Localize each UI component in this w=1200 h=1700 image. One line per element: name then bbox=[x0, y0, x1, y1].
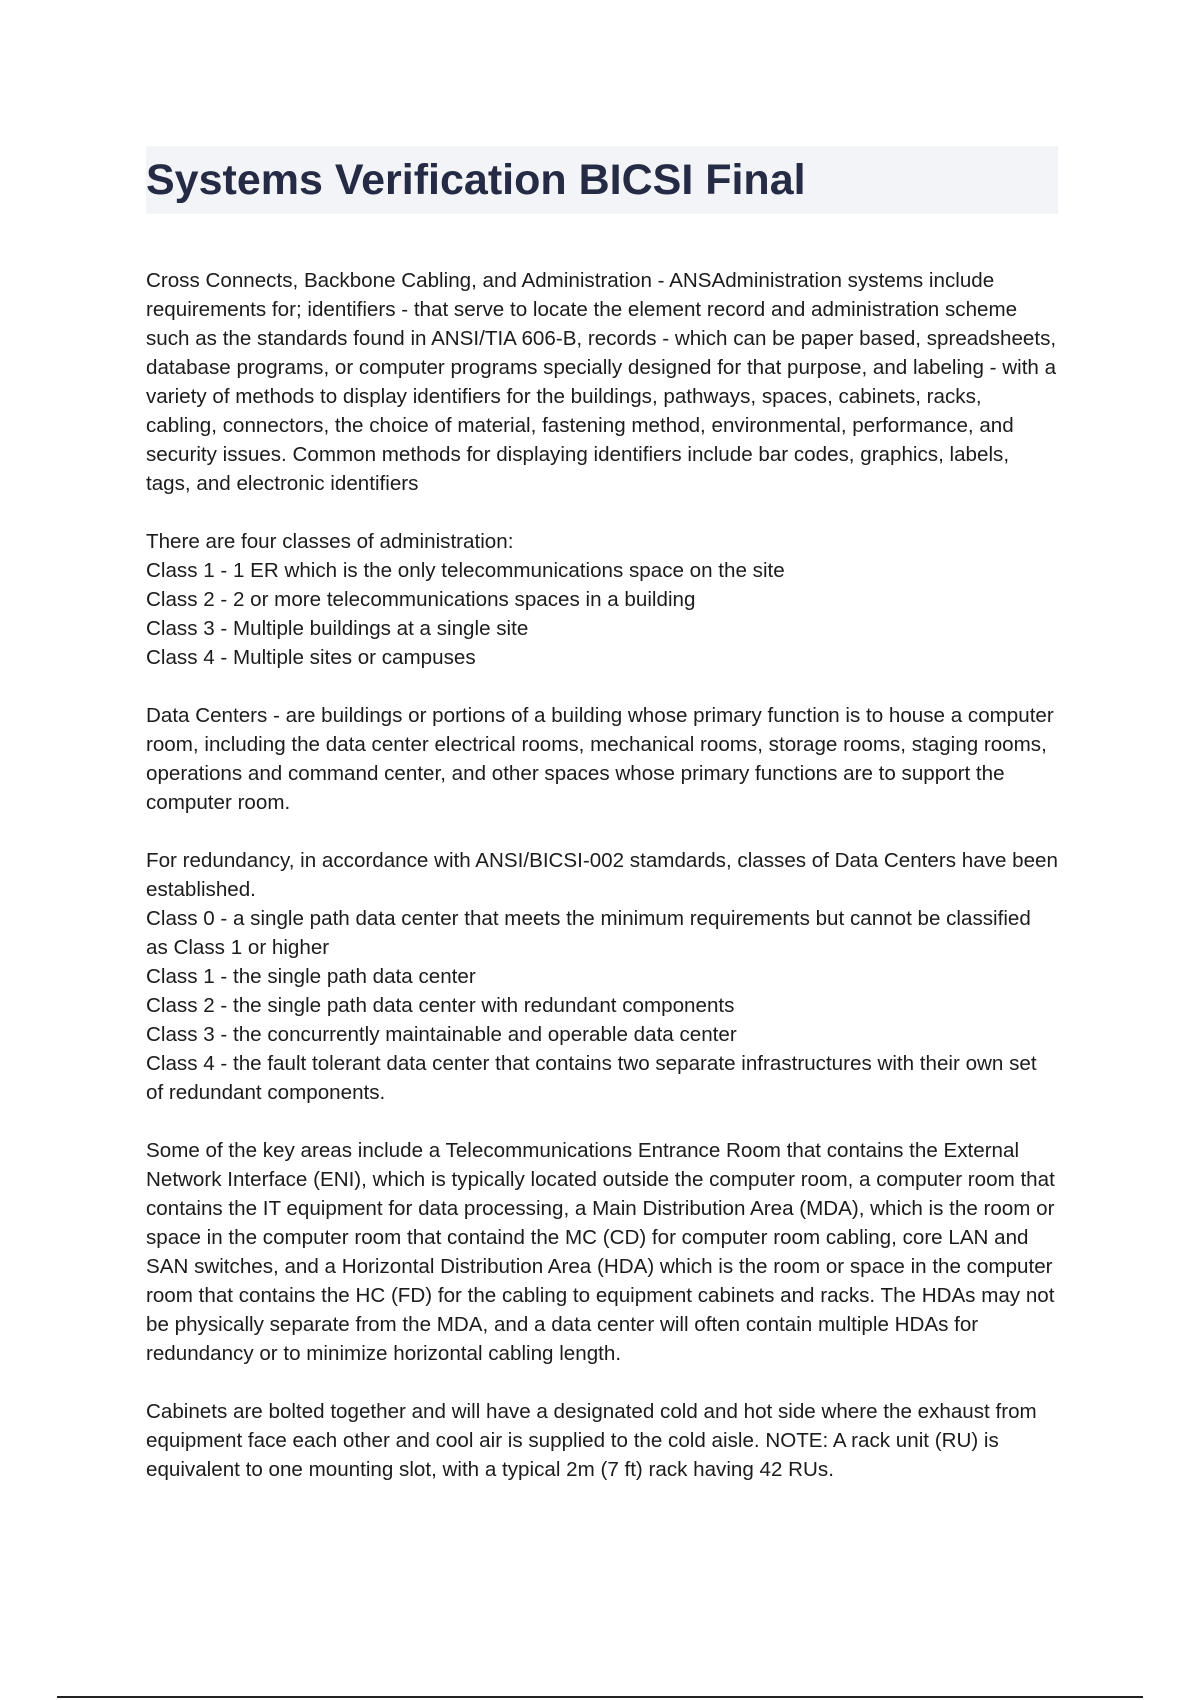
paragraph-administration: Cross Connects, Backbone Cabling, and Administration - ANSAdministration systems include requirements for; identifiers - that serve to locate the element record and administration scheme such as the standards found in ANSI/TIA 606-B, records - which can be paper based, spreadsheets, database programs, or computer programs specially designed for that purpose, and labeling - with a variety of methods to display identifiers for the buildings, pathways, spaces, cabinets, racks, cabling, connectors, the choice of material, fastening method, environmental, performance, and security issues. Common methods for displaying identifiers include bar codes, graphics, labels, tags, and electronic identifiers bbox=[146, 269, 1057, 495]
list-item: Class 0 - a single path data center that meets the minimum requirements but cannot be classified as Class 1 or higher bbox=[146, 907, 1031, 959]
document-body bbox=[146, 266, 1058, 1484]
list-item: Class 2 - the single path data center with redundant components bbox=[146, 994, 735, 1017]
data-center-classes-list bbox=[146, 846, 1058, 1107]
list-item: Class 3 - Multiple buildings at a single site bbox=[146, 617, 529, 640]
list-item: Class 1 - the single path data center bbox=[146, 965, 476, 988]
list-item: Class 1 - 1 ER which is the only telecommunications space on the site bbox=[146, 559, 785, 582]
paragraph-data-centers: Data Centers - are buildings or portions of a building whose primary function is to house a computer room, including the data center electrical rooms, mechanical rooms, storage rooms, staging rooms, operations and command center, and other spaces whose primary functions are to support the computer room. bbox=[146, 704, 1054, 814]
list-item: Class 4 - Multiple sites or campuses bbox=[146, 646, 476, 669]
list-item: Class 4 - the fault tolerant data center that contains two separate infrastructures with their own set of redundant components. bbox=[146, 1052, 1037, 1104]
paragraph-cabinets: Cabinets are bolted together and will have a designated cold and hot side where the exhaust from equipment face each other and cool air is supplied to the cold aisle. NOTE: A rack unit (RU) is equivalent to one mounting slot, with a typical 2m (7 ft) rack having 42 RUs. bbox=[146, 1400, 1037, 1481]
title-banner bbox=[146, 146, 1058, 214]
document-page bbox=[146, 146, 1058, 1513]
paragraph-key-areas: Some of the key areas include a Telecommunications Entrance Room that contains the External Network Interface (ENI), which is typically located outside the computer room, a computer room that contains the IT equipment for data processing, a Main Distribution Area (MDA), which is the room or space in the computer room that containd the MC (CD) for computer room cabling, core LAN and SAN switches, and a Horizontal Distribution Area (HDA) which is the room or space in the computer room that contains the HC (FD) for the cabling to equipment cabinets and racks. The HDAs may not be physically separate from the MDA, and a data center will often contain multiple HDAs for redundancy or to minimize horizontal cabling length. bbox=[146, 1139, 1055, 1365]
administration-classes-list bbox=[146, 527, 1058, 672]
page-bottom-rule bbox=[57, 1696, 1143, 1698]
list-intro: For redundancy, in accordance with ANSI/BICSI-002 stamdards, classes of Data Centers have been established. bbox=[146, 849, 1058, 901]
list-intro: There are four classes of administration: bbox=[146, 530, 514, 553]
document-title: Systems Verification BICSI Final bbox=[146, 155, 806, 204]
list-item: Class 2 - 2 or more telecommunications spaces in a building bbox=[146, 588, 696, 611]
list-item: Class 3 - the concurrently maintainable and operable data center bbox=[146, 1023, 737, 1046]
